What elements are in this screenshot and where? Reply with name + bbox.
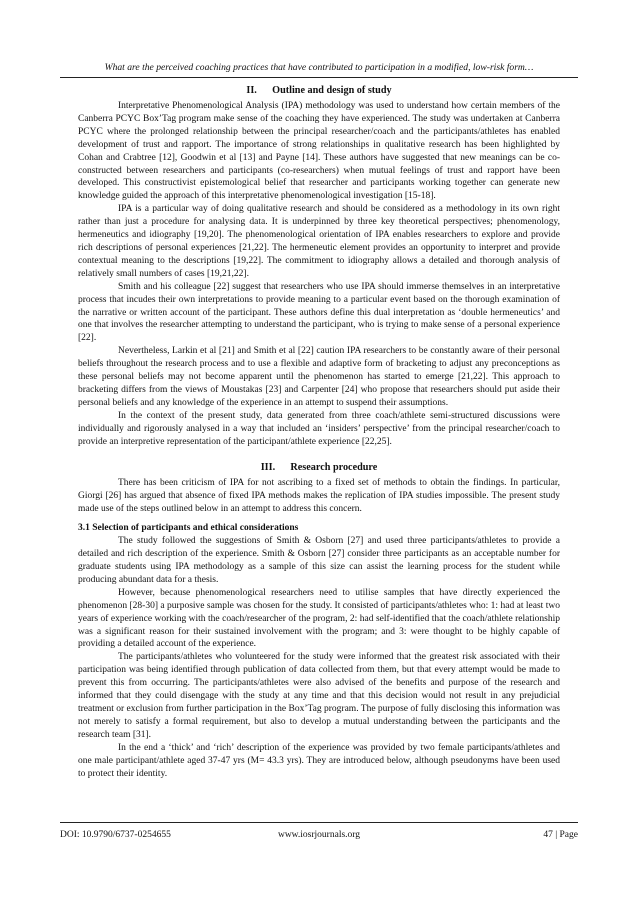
section-2-heading bbox=[78, 84, 560, 98]
subsection-3-1-paragraph: The participants/athletes who volunteered for the study were informed that the greatest risk associated with their participation was being identified through publication of data collected from them, but that every attempt would be made to prevent this from occurring. The participants/athletes were also advised of the benefits and purpose of the research and informed that they could disengage with the study at any time and that this decision would not result in any prejudicial treatment or exclusion from further participation in the Box’Tag program. The purpose of fully disclosing this information was not merely to satisfy a formal requirement, but also to develop a mutual understanding between the participants and the research team [31]. bbox=[78, 652, 560, 740]
subsection-3-1-paragraph: However, because phenomenological researchers need to utilise samples that have directly experienced the phenomenon [28-30] a purposive sample was chosen for the study. It consisted of participants/athletes who: 1: had at least two years of experience working with the coach/researcher of the program, 2: had self-identified that the coach/athlete relationship was a significant reason for their sustained involvement with the program; and 3: were thought to be highly capable of providing a detailed account of the experience. bbox=[78, 587, 560, 650]
footer-journal-url[interactable]: www.iosrjournals.org bbox=[277, 830, 361, 840]
subsection-3-1-paragraph: The study followed the suggestions of Smith & Osborn [27] and used three participants/athletes to provide a detailed and rich description of the experience. Smith & Osborn [27] consider three participants as an acceptable number for graduate students using IPA methodology as a sample of this size can assist the learning process for the student while producing abundant data for a thesis. bbox=[78, 536, 560, 585]
footer-doi: DOI: 10.9790/6737-0254655 bbox=[60, 830, 171, 840]
running-head: What are the perceived coaching practices that have contributed to participation in a modified, low-risk form… bbox=[104, 62, 534, 73]
section-2-title: Outline and design of study bbox=[272, 85, 392, 96]
section-2-paragraph: Smith and his colleague [22] suggest that researchers who use IPA should immerse themselves in an interpretative process that incudes their own interpretations to provide meaning to a particular event based on the thorough examination of the narrative or written account of the participant. These authors define this dual interpretation as ‘double hermeneutics’ and one that involves the researcher attempting to understand the participant, who is trying to make sense of a personal experience [22]. bbox=[78, 281, 560, 344]
footer-rule bbox=[60, 822, 578, 823]
section-3-heading bbox=[78, 461, 560, 475]
section-3-title: Research procedure bbox=[290, 462, 378, 474]
section-2-paragraph: Interpretative Phenomenological Analysis (IPA) methodology was used to understand how certain members of the Canberra PCYC Box’Tag program make sense of the coaching they have experienced. The study was undertaken at Canberra PCYC where the prolonged relationship between the principal researcher/coach and the participants/athletes has enabled development of trust and rapport. The importance of strong relationships in qualitative research has been highlighted by Cohan and Crabtree [12], Goodwin et al [13] and Payne [14]. These authors have suggested that new meanings can be co-constructed between researchers and participants (co-researchers) when mutual feelings of trust and rapport have been developed. This constructivist epistemological belief that researcher and participants working together can generate new knowledge guided the approach of this interpretative phenomenological investigation [15-18]. bbox=[78, 101, 560, 202]
section-3-number: III. bbox=[260, 462, 276, 474]
subsection-3-1-heading: 3.1 Selection of participants and ethical considerations bbox=[78, 523, 299, 534]
section-2-paragraph: In the context of the present study, data generated from three coach/athlete semi-structured discussions were individually and rigorously analysed in a way that included an ‘insiders’ perspective’ from the principal researcher/coach to provide an interpretive representation of the participant/athlete experience [22,25]. bbox=[78, 410, 560, 447]
page-footer bbox=[60, 830, 578, 844]
article-body bbox=[78, 84, 560, 780]
footer-page-number: 47 | Page bbox=[543, 830, 578, 840]
subsection-3-1-paragraph: In the end a ‘thick’ and ‘rich’ description of the experience was provided by two female participants/athletes and one male participant/athlete aged 37-47 yrs (M= 43.3 yrs). They are introduced below, although pseudonyms have been used to protect their identity. bbox=[78, 742, 560, 779]
section-2-number: II. bbox=[246, 85, 257, 96]
header-rule bbox=[60, 77, 578, 78]
section-2-paragraph: IPA is a particular way of doing qualitative research and should be considered as a methodology in its own right rather than just a procedure for analysing data. It is underpinned by three key theoretical perspectives; phenomenology, hermeneutics and idiography [19,20]. The phenomenological orientation of IPA enables researchers to explore and provide rich descriptions of personal experiences [21,22]. The hermeneutic element provides an opportunity to interpret and provide contextual meaning to the descriptions [19,22]. The commitment to idiography allows a detailed and thorough analysis of relatively small numbers of cases [19,21,22]. bbox=[78, 204, 560, 279]
section-2-paragraph: Nevertheless, Larkin et al [21] and Smith et al [22] caution IPA researchers to be constantly aware of their personal beliefs throughout the research process and to use a flexible and adaptive form of bracketing to adjust any preconceptions as these personal beliefs may not become apparent until the phenomenon has started to emerge [21,22]. This approach to bracketing differs from the views of Moustakas [23] and Carpenter [24] who propose that researchers should put aside their personal beliefs and any knowledge of the experience in an attempt to suspend their assumptions. bbox=[78, 346, 560, 408]
section-3-paragraph: There has been criticism of IPA for not ascribing to a fixed set of methods to obtain the findings. In particular, Giorgi [26] has argued that absence of fixed IPA methods makes the replication of IPA studies impossible. The present study made use of the steps outlined below in an attempt to address this concern. bbox=[78, 478, 560, 515]
